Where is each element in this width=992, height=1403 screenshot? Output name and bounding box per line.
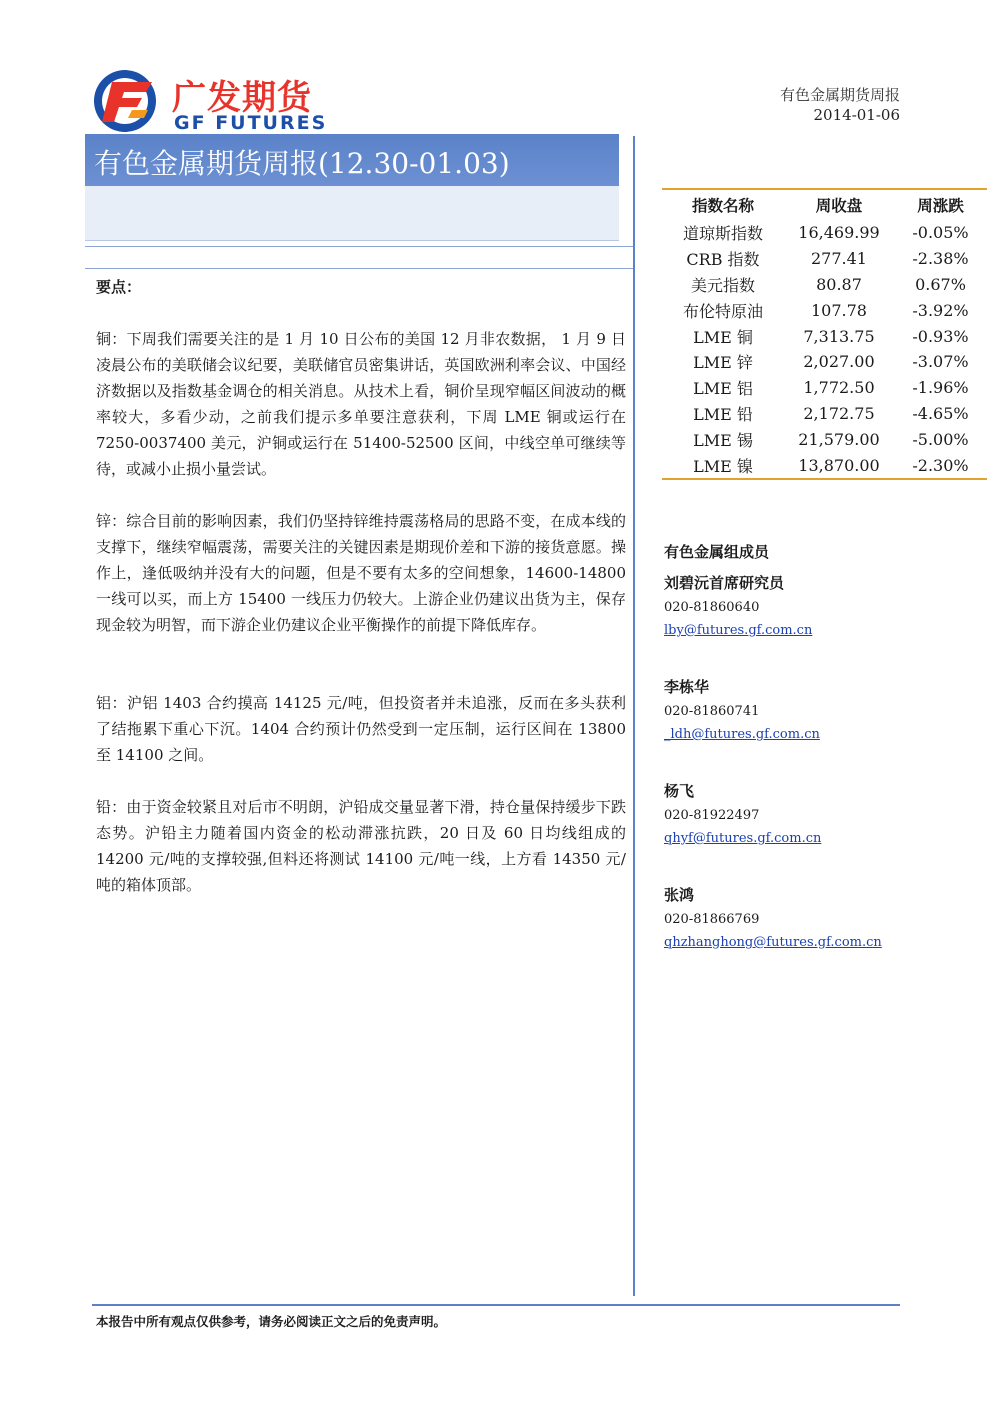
title-sub-band <box>85 186 619 241</box>
company-logo <box>92 68 342 134</box>
weekly-close: 80.87 <box>816 274 862 294</box>
weekly-change: -0.05% <box>912 223 969 243</box>
paragraph-aluminum: 铝：沪铝 1403 合约摸高 14125 元/吨，但投资者并未追涨，反而在多头获利了结拖累下重心下沉。1404 合约预计仍然受到一定压制，运行区间在 13800 至 14100 之间。 <box>96 694 626 764</box>
member-name: 张鸿 <box>664 886 695 904</box>
index-name: 道琼斯指数 <box>682 224 763 244</box>
team-member <box>664 882 964 954</box>
index-name: CRB 指数 <box>686 250 760 270</box>
report-date: 2014-01-06 <box>813 106 900 124</box>
weekly-close: 2,172.75 <box>803 403 875 423</box>
weekly-close: 13,870.00 <box>798 455 880 475</box>
header-rule-1 <box>85 246 633 247</box>
weekly-change: -2.38% <box>912 249 969 269</box>
weekly-change: -1.96% <box>912 378 969 398</box>
weekly-change: -3.92% <box>912 300 969 320</box>
member-phone: 020-81860640 <box>664 600 760 615</box>
footer-rule <box>92 1304 900 1306</box>
index-name: LME 铅 <box>693 404 753 424</box>
team-member <box>664 570 964 642</box>
report-category: 有色金属期货周报 <box>779 86 900 104</box>
column-divider <box>633 136 635 1296</box>
member-phone: 020-81860741 <box>664 704 760 719</box>
team-member <box>664 778 964 850</box>
table-row <box>662 375 987 401</box>
weekly-close: 1,772.50 <box>803 378 875 398</box>
header-index-name: 指数名称 <box>691 197 754 215</box>
weekly-change: -0.93% <box>912 326 969 346</box>
table-row <box>662 220 987 246</box>
table-row <box>662 349 987 375</box>
table-row <box>662 246 987 272</box>
table-row <box>662 452 987 479</box>
table-row <box>662 272 987 298</box>
report-title: 有色金属期货周报(12.30-01.03) <box>94 147 510 180</box>
key-points-label: 要点： <box>96 278 142 296</box>
weekly-close: 21,579.00 <box>798 429 880 449</box>
member-email-link[interactable]: qhzhanghong@futures.gf.com.cn <box>664 935 882 950</box>
table-row <box>662 297 987 323</box>
header-rule-2 <box>85 268 633 269</box>
table-row <box>662 401 987 427</box>
member-email-link[interactable]: _ldh@futures.gf.com.cn <box>664 727 820 742</box>
paragraph-lead: 铅：由于资金较紧且对后市不明朗，沪铅成交量显著下滑，持仓量保持缓步下跌态势。沪铅主力随着国内资金的松动滞涨抗跌，20 日及 60 日均线组成的 14200 元/吨的支撑较强,但料还将测试 14100 元/吨一线，上方看 14350 元/吨的箱体顶部。 <box>96 798 626 894</box>
team-heading: 有色金属组成员 <box>664 543 770 561</box>
paragraph-zinc: 锌：综合目前的影响因素，我们仍坚持锌维持震荡格局的思路不变，在成本线的支撑下，继续窄幅震荡，需要关注的关键因素是期现价差和下游的接货意愿。操作上，逢低吸纳并没有大的问题，但是不要有太多的空间想象，14600-14800 一线可以买，而上方 15400 一线压力仍较大。上游企业仍建议出货为主，保存现金较为明智，而下游企业仍建议企业平衡操作的前提下降低库存。 <box>96 512 626 634</box>
weekly-close: 7,313.75 <box>803 326 875 346</box>
index-name: 布伦特原油 <box>682 301 763 321</box>
member-name: 李栋华 <box>664 678 710 696</box>
header-weekly-change: 周涨跌 <box>917 197 964 215</box>
table-header-row <box>662 189 987 220</box>
member-phone: 020-81922497 <box>664 808 760 823</box>
index-name: 美元指数 <box>690 275 755 295</box>
weekly-close: 277.41 <box>811 249 867 269</box>
footer-disclaimer: 本报告中所有观点仅供参考，请务必阅读正文之后的免责声明。 <box>96 1314 447 1329</box>
paragraph-copper: 铜：下周我们需要关注的是 1 月 10 日公布的美国 12 月非农数据， 1 月 9 日凌晨公布的美联储会议纪要，美联储官员密集讲话，英国欧洲利率会议、中国经济数据以及指数基金调仓的相关消息。从技术上看，铜价呈现窄幅区间波动的概率较大，多看少动，之前我们提示多单要注意获利，下周 LME 铜或运行在 7250-0037400 美元，沪铜或运行在 51400-52500 区间，中线空单可继续等待，或减小止损小量尝试。 <box>96 330 626 478</box>
weekly-change: 0.67% <box>915 274 966 294</box>
index-name: LME 锡 <box>693 430 753 450</box>
member-email-link[interactable]: lby@futures.gf.com.cn <box>664 623 813 638</box>
index-name: LME 铝 <box>693 379 753 399</box>
weekly-change: -5.00% <box>912 429 969 449</box>
weekly-close: 2,027.00 <box>803 352 875 372</box>
member-email-link[interactable]: qhyf@futures.gf.com.cn <box>664 831 822 846</box>
table-row <box>662 426 987 452</box>
header-weekly-close: 周收盘 <box>815 197 863 215</box>
member-name: 刘碧沅首席研究员 <box>664 574 785 592</box>
weekly-change: -3.07% <box>912 352 969 372</box>
weekly-close: 107.78 <box>811 300 867 320</box>
weekly-close: 16,469.99 <box>798 223 880 243</box>
index-table <box>662 188 987 480</box>
member-name: 杨飞 <box>664 782 695 800</box>
index-name: LME 铜 <box>693 327 753 347</box>
table-row <box>662 323 987 349</box>
team-member <box>664 674 964 746</box>
weekly-change: -2.30% <box>912 455 969 475</box>
weekly-change: -4.65% <box>912 403 969 423</box>
gf-logo-mark-icon <box>92 68 162 134</box>
logo-chinese-text: 广发期货 <box>172 78 312 118</box>
logo-english-text: GF FUTURES <box>174 112 328 134</box>
index-name: LME 镍 <box>693 456 753 476</box>
member-phone: 020-81866769 <box>664 912 760 927</box>
index-name: LME 锌 <box>693 353 753 373</box>
